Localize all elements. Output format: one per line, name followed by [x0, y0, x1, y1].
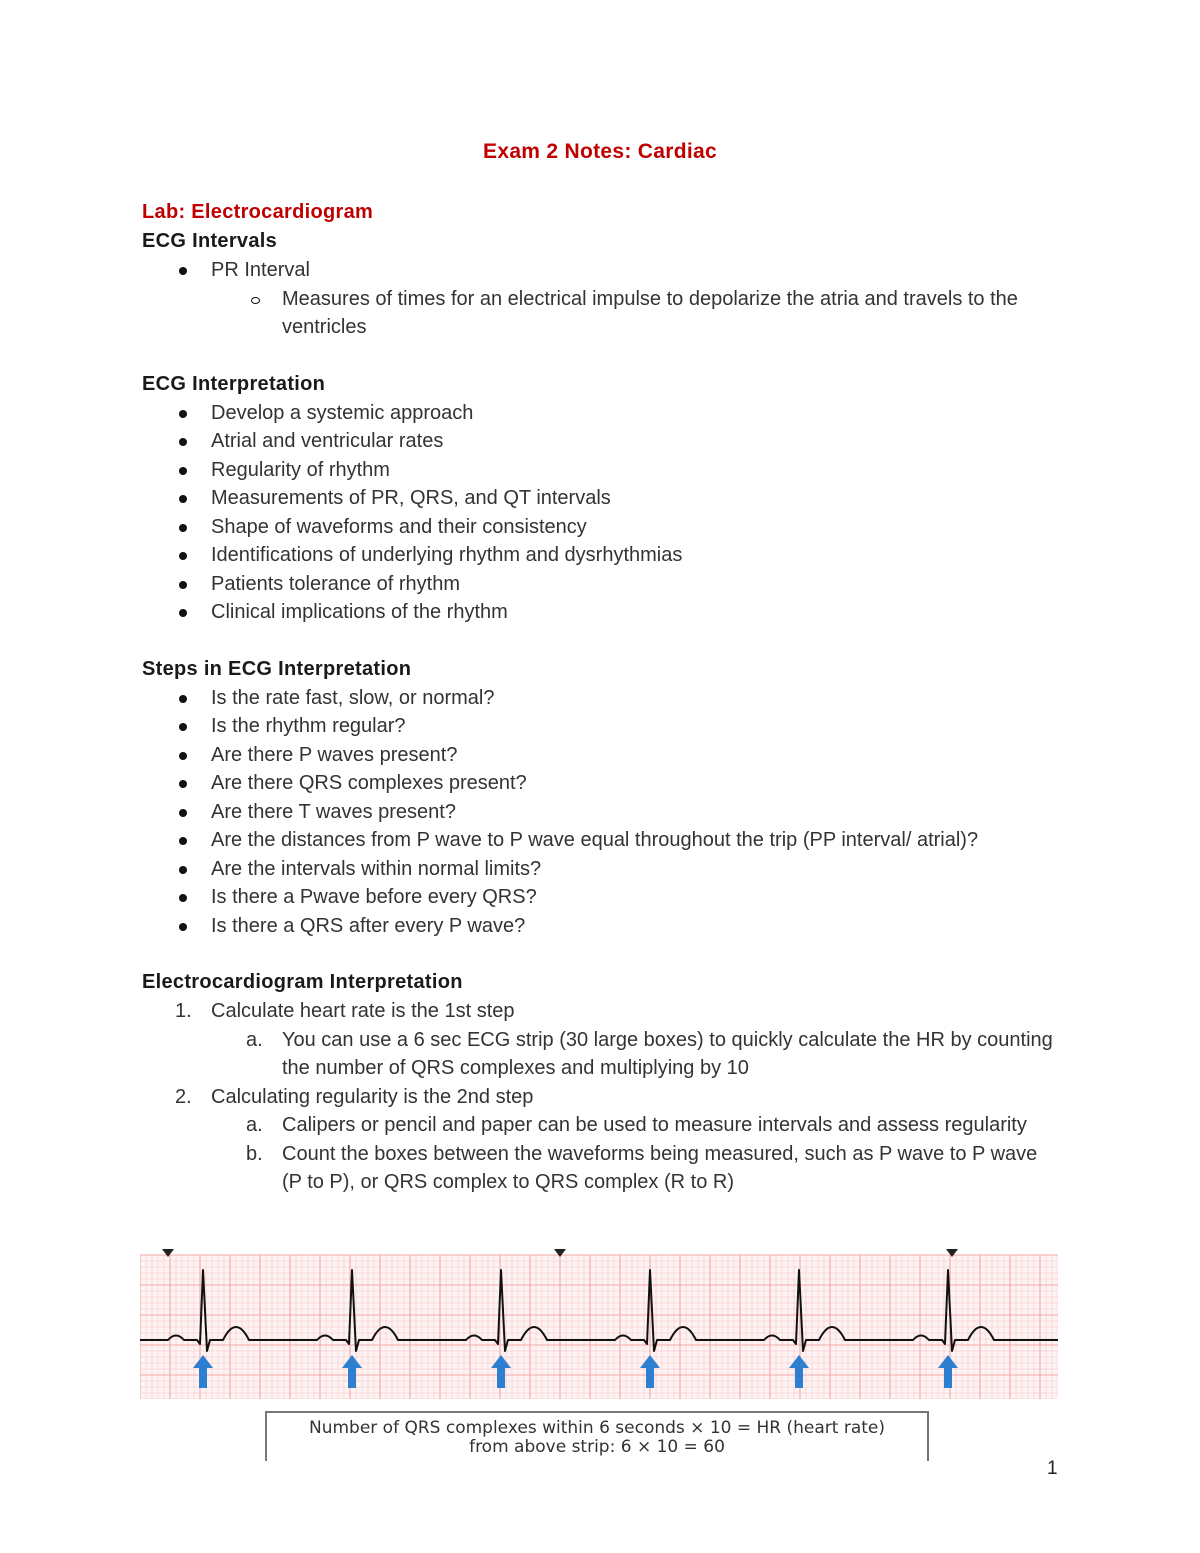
lab-heading: Lab: Electrocardiogram	[142, 201, 374, 223]
list-item: Are the distances from P wave to P wave equal throughout the trip (PP interval/ atrial)?	[142, 826, 1062, 855]
bullet-icon	[179, 894, 187, 902]
lettered-item: a. You can use a 6 sec ECG strip (30 large boxes) to quickly calculate the HR by counting the number of QRS complexes and multiplying by 10	[142, 1026, 1062, 1083]
numbered-item: 2. Calculating regularity is the 2nd step	[142, 1083, 1062, 1112]
list-item: Is there a QRS after every P wave?	[142, 912, 1062, 941]
bullet-icon	[179, 552, 187, 560]
item-letter: b.	[246, 1142, 263, 1165]
item-letter: a.	[246, 1114, 263, 1136]
bullet-icon	[179, 780, 187, 788]
ecg-intervals-heading: ECG Intervals	[142, 230, 278, 252]
list-item: Develop a systemic approach	[142, 399, 1062, 428]
list-item: Identifications of underlying rhythm and dysrhythmias	[142, 541, 1062, 570]
bullet-icon	[179, 467, 187, 475]
list-item: Regularity of rhythm	[142, 456, 1062, 485]
bullet-icon	[179, 581, 187, 589]
page-number: 1	[1047, 1458, 1058, 1479]
list-item: Atrial and ventricular rates	[142, 427, 1062, 456]
sub-list-item	[142, 285, 1062, 342]
list-item: Is the rhythm regular?	[142, 712, 1062, 741]
document-body	[142, 198, 1062, 1197]
list-item: Shape of waveforms and their consistency	[142, 513, 1062, 542]
bullet-icon	[179, 495, 187, 503]
list-item: Is there a Pwave before every QRS?	[142, 883, 1062, 912]
page-title: Exam 2 Notes: Cardiac	[483, 140, 717, 163]
bullet-icon	[179, 695, 187, 703]
item-number: 2.	[175, 1085, 192, 1108]
item-number: 1.	[175, 1000, 192, 1022]
circle-bullet-icon	[251, 297, 260, 304]
bullet-icon	[179, 923, 187, 931]
steps-list	[142, 684, 1062, 941]
ecg-intervals-list	[142, 256, 1062, 342]
hr-equation-box	[265, 1411, 929, 1461]
list-item: Are the intervals within normal limits?	[142, 855, 1062, 884]
ekg-interpretation-heading: Electrocardiogram Interpretation	[142, 971, 463, 993]
ekg-interpretation-list	[142, 997, 1062, 1197]
bullet-icon	[179, 752, 187, 760]
list-item-text: PR Interval	[211, 259, 310, 281]
equation-line-1: Number of QRS complexes within 6 seconds × 10 = HR (heart rate)	[308, 1418, 886, 1438]
list-item: Measurements of PR, QRS, and QT intervals	[142, 484, 1062, 513]
bullet-icon	[179, 438, 187, 446]
lettered-item: a. Calipers or pencil and paper can be used to measure intervals and assess regularity	[142, 1111, 1062, 1140]
numbered-item: 1. Calculate heart rate is the 1st step	[142, 997, 1062, 1026]
list-item: Are there QRS complexes present?	[142, 769, 1062, 798]
list-item	[142, 256, 1062, 285]
item-letter: a.	[246, 1028, 263, 1051]
bullet-icon	[179, 866, 187, 874]
lettered-item: b. Count the boxes between the waveforms being measured, such as P wave to P wave (P to P), or QRS complex to QRS complex (R to R)	[142, 1140, 1062, 1197]
list-item: Patients tolerance of rhythm	[142, 570, 1062, 599]
list-item: Are there P waves present?	[142, 741, 1062, 770]
bullet-icon	[179, 837, 187, 845]
bullet-icon	[179, 267, 187, 275]
bullet-icon	[179, 609, 187, 617]
list-item: Clinical implications of the rhythm	[142, 598, 1062, 627]
steps-heading: Steps in ECG Interpretation	[142, 657, 412, 680]
list-item: Are there T waves present?	[142, 798, 1062, 827]
equation-line-2: from above strip: 6 × 10 = 60	[469, 1437, 725, 1457]
ecg-interpretation-heading: ECG Interpretation	[142, 372, 326, 395]
ecg-interpretation-list	[142, 399, 1062, 627]
bullet-icon	[179, 723, 187, 731]
bullet-icon	[179, 809, 187, 817]
bullet-icon	[179, 410, 187, 418]
ecg-strip-figure	[140, 1243, 1058, 1399]
bullet-icon	[179, 524, 187, 532]
list-item: Is the rate fast, slow, or normal?	[142, 684, 1062, 713]
ecg-strip	[140, 1243, 1058, 1399]
list-item-text: Measures of times for an electrical impulse to depolarize the atria and travels to the ventricles	[282, 287, 1018, 338]
